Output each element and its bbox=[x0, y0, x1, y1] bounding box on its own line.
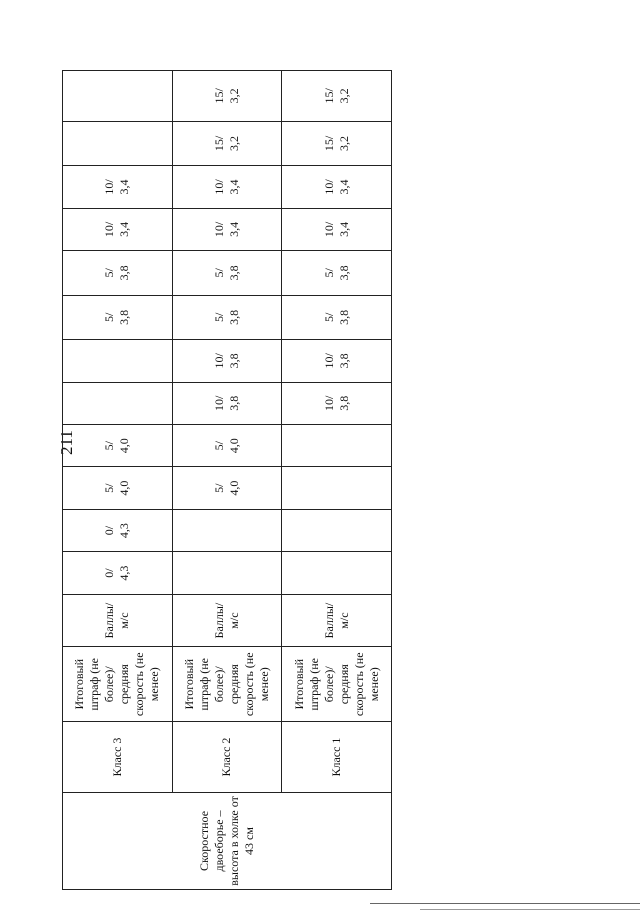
results-table bbox=[62, 70, 392, 890]
discipline-cell: Скоростное двоеборье – высота в холке от 43 см bbox=[63, 792, 392, 889]
class-label-cell: Класс 3 bbox=[63, 722, 173, 793]
value-cell bbox=[63, 340, 173, 382]
value-cell bbox=[172, 509, 282, 551]
value-cell bbox=[63, 121, 173, 165]
value-cell: 10/ 3,4 bbox=[63, 208, 173, 250]
value-cell: 10/ 3,8 bbox=[282, 340, 392, 382]
value-cell: 5/ 4,0 bbox=[63, 467, 173, 509]
value-cell: 5/ 3,8 bbox=[172, 251, 282, 295]
table-row bbox=[63, 71, 173, 890]
value-cell bbox=[282, 467, 392, 509]
value-cell: 5/ 3,8 bbox=[282, 295, 392, 339]
class-label-cell: Класс 2 bbox=[172, 722, 282, 793]
value-cell: 5/ 4,0 bbox=[172, 424, 282, 466]
value-cell: 10/ 3,4 bbox=[282, 208, 392, 250]
value-cell bbox=[282, 509, 392, 551]
page-number: 211 bbox=[57, 430, 76, 455]
value-cell: 5/ 4,0 bbox=[63, 424, 173, 466]
units-label-cell: Баллы/ м/с bbox=[282, 594, 392, 647]
value-cell: 15/ 3,2 bbox=[172, 71, 282, 122]
value-cell: 10/ 3,8 bbox=[172, 340, 282, 382]
value-cell: 10/ 3,4 bbox=[172, 208, 282, 250]
units-label-cell: Баллы/ м/с bbox=[172, 594, 282, 647]
value-cell: 5/ 3,8 bbox=[63, 295, 173, 339]
value-cell: 0/ 4,3 bbox=[63, 552, 173, 594]
table-row bbox=[172, 71, 282, 890]
value-cell: 0/ 4,3 bbox=[63, 509, 173, 551]
value-cell bbox=[63, 382, 173, 424]
rotated-table-container bbox=[62, 70, 392, 890]
value-cell bbox=[172, 552, 282, 594]
value-cell: 5/ 3,8 bbox=[172, 295, 282, 339]
value-cell bbox=[282, 552, 392, 594]
units-label-cell: Баллы/ м/с bbox=[63, 594, 173, 647]
value-cell: 10/ 3,4 bbox=[63, 166, 173, 208]
divider bbox=[370, 903, 640, 904]
value-cell: 15/ 3,2 bbox=[282, 71, 392, 122]
value-cell: 10/ 3,8 bbox=[172, 382, 282, 424]
value-cell: 5/ 4,0 bbox=[172, 467, 282, 509]
value-cell: 15/ 3,2 bbox=[282, 121, 392, 165]
value-cell: 5/ 3,8 bbox=[63, 251, 173, 295]
penalty-label-cell: Итоговый штраф (не более)/ средняя скорость (не менее) bbox=[63, 647, 173, 722]
value-cell bbox=[282, 424, 392, 466]
penalty-label-cell: Итоговый штраф (не более)/ средняя скорость (не менее) bbox=[172, 647, 282, 722]
table-row bbox=[282, 71, 392, 890]
value-cell: 10/ 3,4 bbox=[172, 166, 282, 208]
table-rotation-frame bbox=[62, 70, 392, 890]
penalty-label-cell: Итоговый штраф (не более)/ средняя скорость (не менее) bbox=[282, 647, 392, 722]
value-cell: 10/ 3,4 bbox=[282, 166, 392, 208]
value-cell: 10/ 3,8 bbox=[282, 382, 392, 424]
class-label-cell: Класс 1 bbox=[282, 722, 392, 793]
divider bbox=[420, 909, 640, 910]
value-cell bbox=[63, 71, 173, 122]
value-cell: 5/ 3,8 bbox=[282, 251, 392, 295]
value-cell: 15/ 3,2 bbox=[172, 121, 282, 165]
scan-edge-lines bbox=[0, 895, 640, 921]
